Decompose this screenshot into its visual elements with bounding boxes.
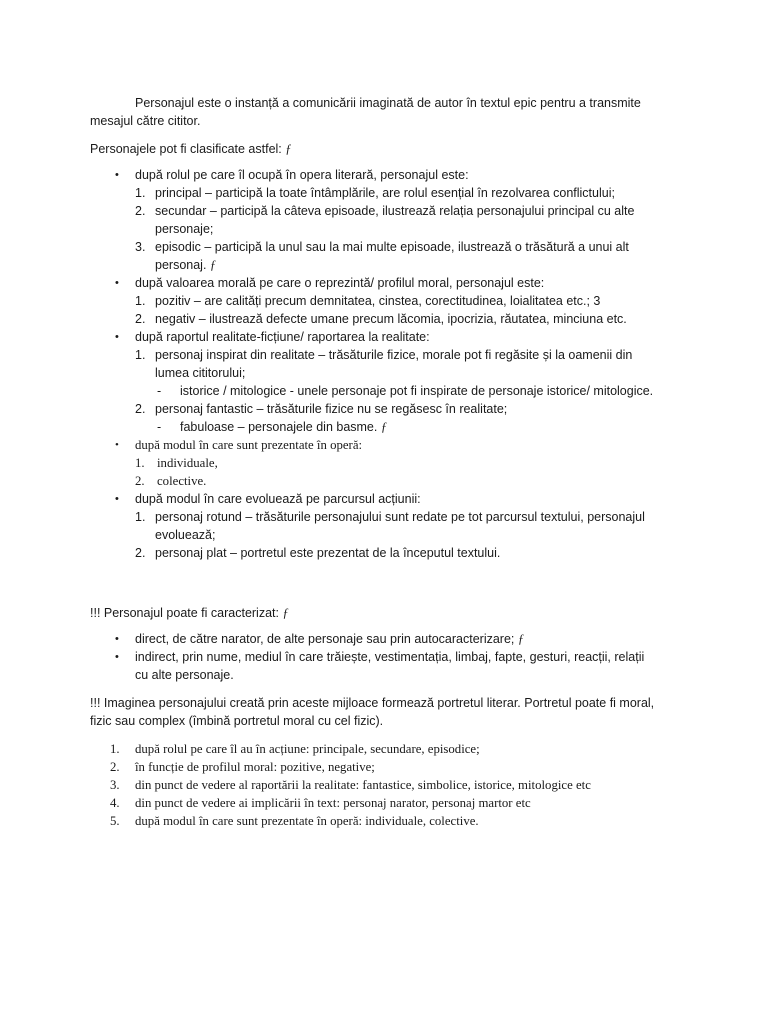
list-item: [90, 292, 690, 310]
item-text-continued: personaje;: [155, 222, 214, 236]
item-number: 2.: [135, 402, 146, 416]
item-text-continued: evoluează;: [155, 528, 216, 542]
item-number: 2.: [110, 760, 120, 774]
section-role: [90, 166, 690, 274]
item-marker: ƒ: [380, 420, 388, 434]
section-reality: [90, 328, 690, 436]
item-text: secundar – participă la câteva episoade, ilustrează relația personajului principal cu alte: [155, 204, 635, 218]
list-item: [90, 202, 690, 238]
section-items: [90, 454, 690, 490]
item-text: personaj inspirat din realitate – trăsăturile fizice, morale pot fi regăsite și la oamenii din: [155, 348, 633, 362]
classification-marker: ƒ: [285, 142, 292, 156]
section-title: după modul în care evoluează pe parcursul acțiunii:: [135, 492, 421, 506]
characterization-direct: [90, 630, 690, 648]
summary-text: din punct de vedere al raportării la realitate: fantastice, simbolice, istorice, mitologice etc: [135, 778, 591, 792]
characterization-heading: [90, 604, 690, 622]
item-number: 1.: [135, 456, 145, 470]
classification-title: Personajele pot fi clasificate astfel:: [90, 142, 282, 156]
portrait-line-1: !!! Imaginea personajului creată prin aceste mijloace formează portretul literar. Portretul poate fi moral,: [90, 696, 655, 710]
document-page: [90, 94, 690, 830]
characterization-marker: ƒ: [282, 606, 289, 620]
list-item: [90, 544, 690, 562]
item-marker: ƒ: [517, 632, 525, 646]
item-text: personaj fantastic – trăsăturile fizice nu se regăsesc în realitate;: [155, 402, 508, 416]
list-item: [90, 184, 690, 202]
list-item: [90, 508, 690, 544]
section-title: după raportul realitate-ficțiune/ raportarea la realitate:: [135, 330, 430, 344]
sub-item: [90, 382, 690, 400]
section-items: [90, 292, 690, 328]
item-number: 3.: [135, 240, 146, 254]
portrait-line-2: fizic sau complex (îmbină portretul moral cu cel fizic).: [90, 714, 384, 728]
list-item: [90, 238, 690, 274]
intro-paragraph: [90, 94, 690, 130]
summary-item: [90, 812, 690, 830]
summary-text: după modul în care sunt prezentate în operă: individuale, colective.: [135, 814, 479, 828]
section-items: [90, 508, 690, 562]
item-number: 5.: [110, 814, 120, 828]
section-items: [90, 346, 690, 436]
dash-icon: -: [157, 384, 162, 398]
item-marker: ƒ: [209, 258, 217, 272]
list-item: [90, 454, 690, 472]
bullet-icon: •: [115, 169, 119, 181]
section-title: după modul în care sunt prezentate în operă:: [135, 438, 363, 452]
item-number: 1.: [135, 348, 146, 362]
item-text: negativ – ilustrează defecte umane precum lăcomia, ipocrizia, răutatea, minciuna etc.: [155, 312, 627, 326]
item-text: episodic – participă la unul sau la mai multe episoade, ilustrează o trăsătură a unui alt: [155, 240, 629, 254]
portrait-paragraph: [90, 694, 690, 730]
bullet-icon: •: [115, 493, 119, 505]
section-items: [90, 184, 690, 274]
section-evolution: [90, 490, 690, 562]
characterization-text-continued: cu alte personaje.: [135, 668, 234, 682]
item-number: 1.: [135, 510, 146, 524]
list-item: [90, 472, 690, 490]
item-number: 3.: [110, 778, 120, 792]
item-text: individuale,: [157, 456, 218, 470]
list-item: [90, 310, 690, 328]
item-text-continued-row: [155, 256, 690, 274]
item-text: personaj plat – portretul este prezentat de la începutul textului.: [155, 546, 501, 560]
characterization-indirect: [90, 648, 690, 684]
item-number: 4.: [110, 796, 120, 810]
item-number: 2.: [135, 546, 146, 560]
intro-line-2: mesajul către cititor.: [90, 114, 201, 128]
item-number: 2.: [135, 312, 146, 326]
summary-item: [90, 794, 690, 812]
bullet-icon: •: [115, 651, 119, 663]
summary-item: [90, 776, 690, 794]
list-item: [90, 400, 690, 436]
characterization-title: !!! Personajul poate fi caracterizat:: [90, 606, 279, 620]
item-text-continued: lumea cititorului;: [155, 366, 246, 380]
item-text-continued: personaj.: [155, 258, 207, 272]
characterization-text: direct, de către narator, de alte personaje sau prin autocaracterizare;: [135, 632, 515, 646]
bullet-icon: •: [115, 331, 119, 343]
summary-text: după rolul pe care îl au în acțiune: principale, secundare, episodice;: [135, 742, 480, 756]
list-item: [90, 346, 690, 400]
item-number: 1.: [110, 742, 120, 756]
classification-heading: [90, 140, 690, 158]
section-moral: [90, 274, 690, 328]
section-presentation: [90, 436, 690, 490]
summary-item: [90, 740, 690, 758]
item-text: colective.: [157, 474, 207, 488]
item-number: 2.: [135, 474, 145, 488]
intro-line-1: Personajul este o instanță a comunicării imaginată de autor în textul epic pentru a transmite: [135, 96, 641, 110]
item-text: principal – participă la toate întâmplările, are rolul esențial în rezolvarea conflictului;: [155, 186, 615, 200]
summary-list: [90, 740, 690, 830]
bullet-icon: •: [115, 633, 119, 645]
classification-list: [90, 166, 690, 562]
bullet-icon: •: [115, 439, 119, 451]
summary-item: [90, 758, 690, 776]
bullet-icon: •: [115, 277, 119, 289]
item-number: 1.: [135, 294, 146, 308]
section-title: după rolul pe care îl ocupă în opera literară, personajul este:: [135, 168, 469, 182]
sub-item-row: [180, 418, 690, 436]
characterization-text: indirect, prin nume, mediul în care trăiește, vestimentația, limbaj, fapte, gesturi, reacții, relații: [135, 650, 645, 664]
sub-item-text: fabuloase – personajele din basme.: [180, 420, 378, 434]
item-number: 2.: [135, 204, 146, 218]
dash-icon: -: [157, 420, 162, 434]
summary-text: din punct de vedere ai implicării în text: personaj narator, personaj martor etc: [135, 796, 531, 810]
characterization-row: [135, 630, 690, 648]
item-text: pozitiv – are calități precum demnitatea, cinstea, corectitudinea, loialitatea etc.; 3: [155, 294, 601, 308]
characterization-list: [90, 630, 690, 684]
section-title: după valoarea morală pe care o reprezintă/ profilul moral, personajul este:: [135, 276, 545, 290]
summary-text: în funcție de profilul moral: pozitive, negative;: [135, 760, 375, 774]
item-number: 1.: [135, 186, 146, 200]
sub-item-text: istorice / mitologice - unele personaje pot fi inspirate de personaje istorice/ mitologice.: [180, 384, 654, 398]
item-text: personaj rotund – trăsăturile personajului sunt redate pe tot parcursul textului, personajul: [155, 510, 645, 524]
sub-item: [90, 418, 690, 436]
